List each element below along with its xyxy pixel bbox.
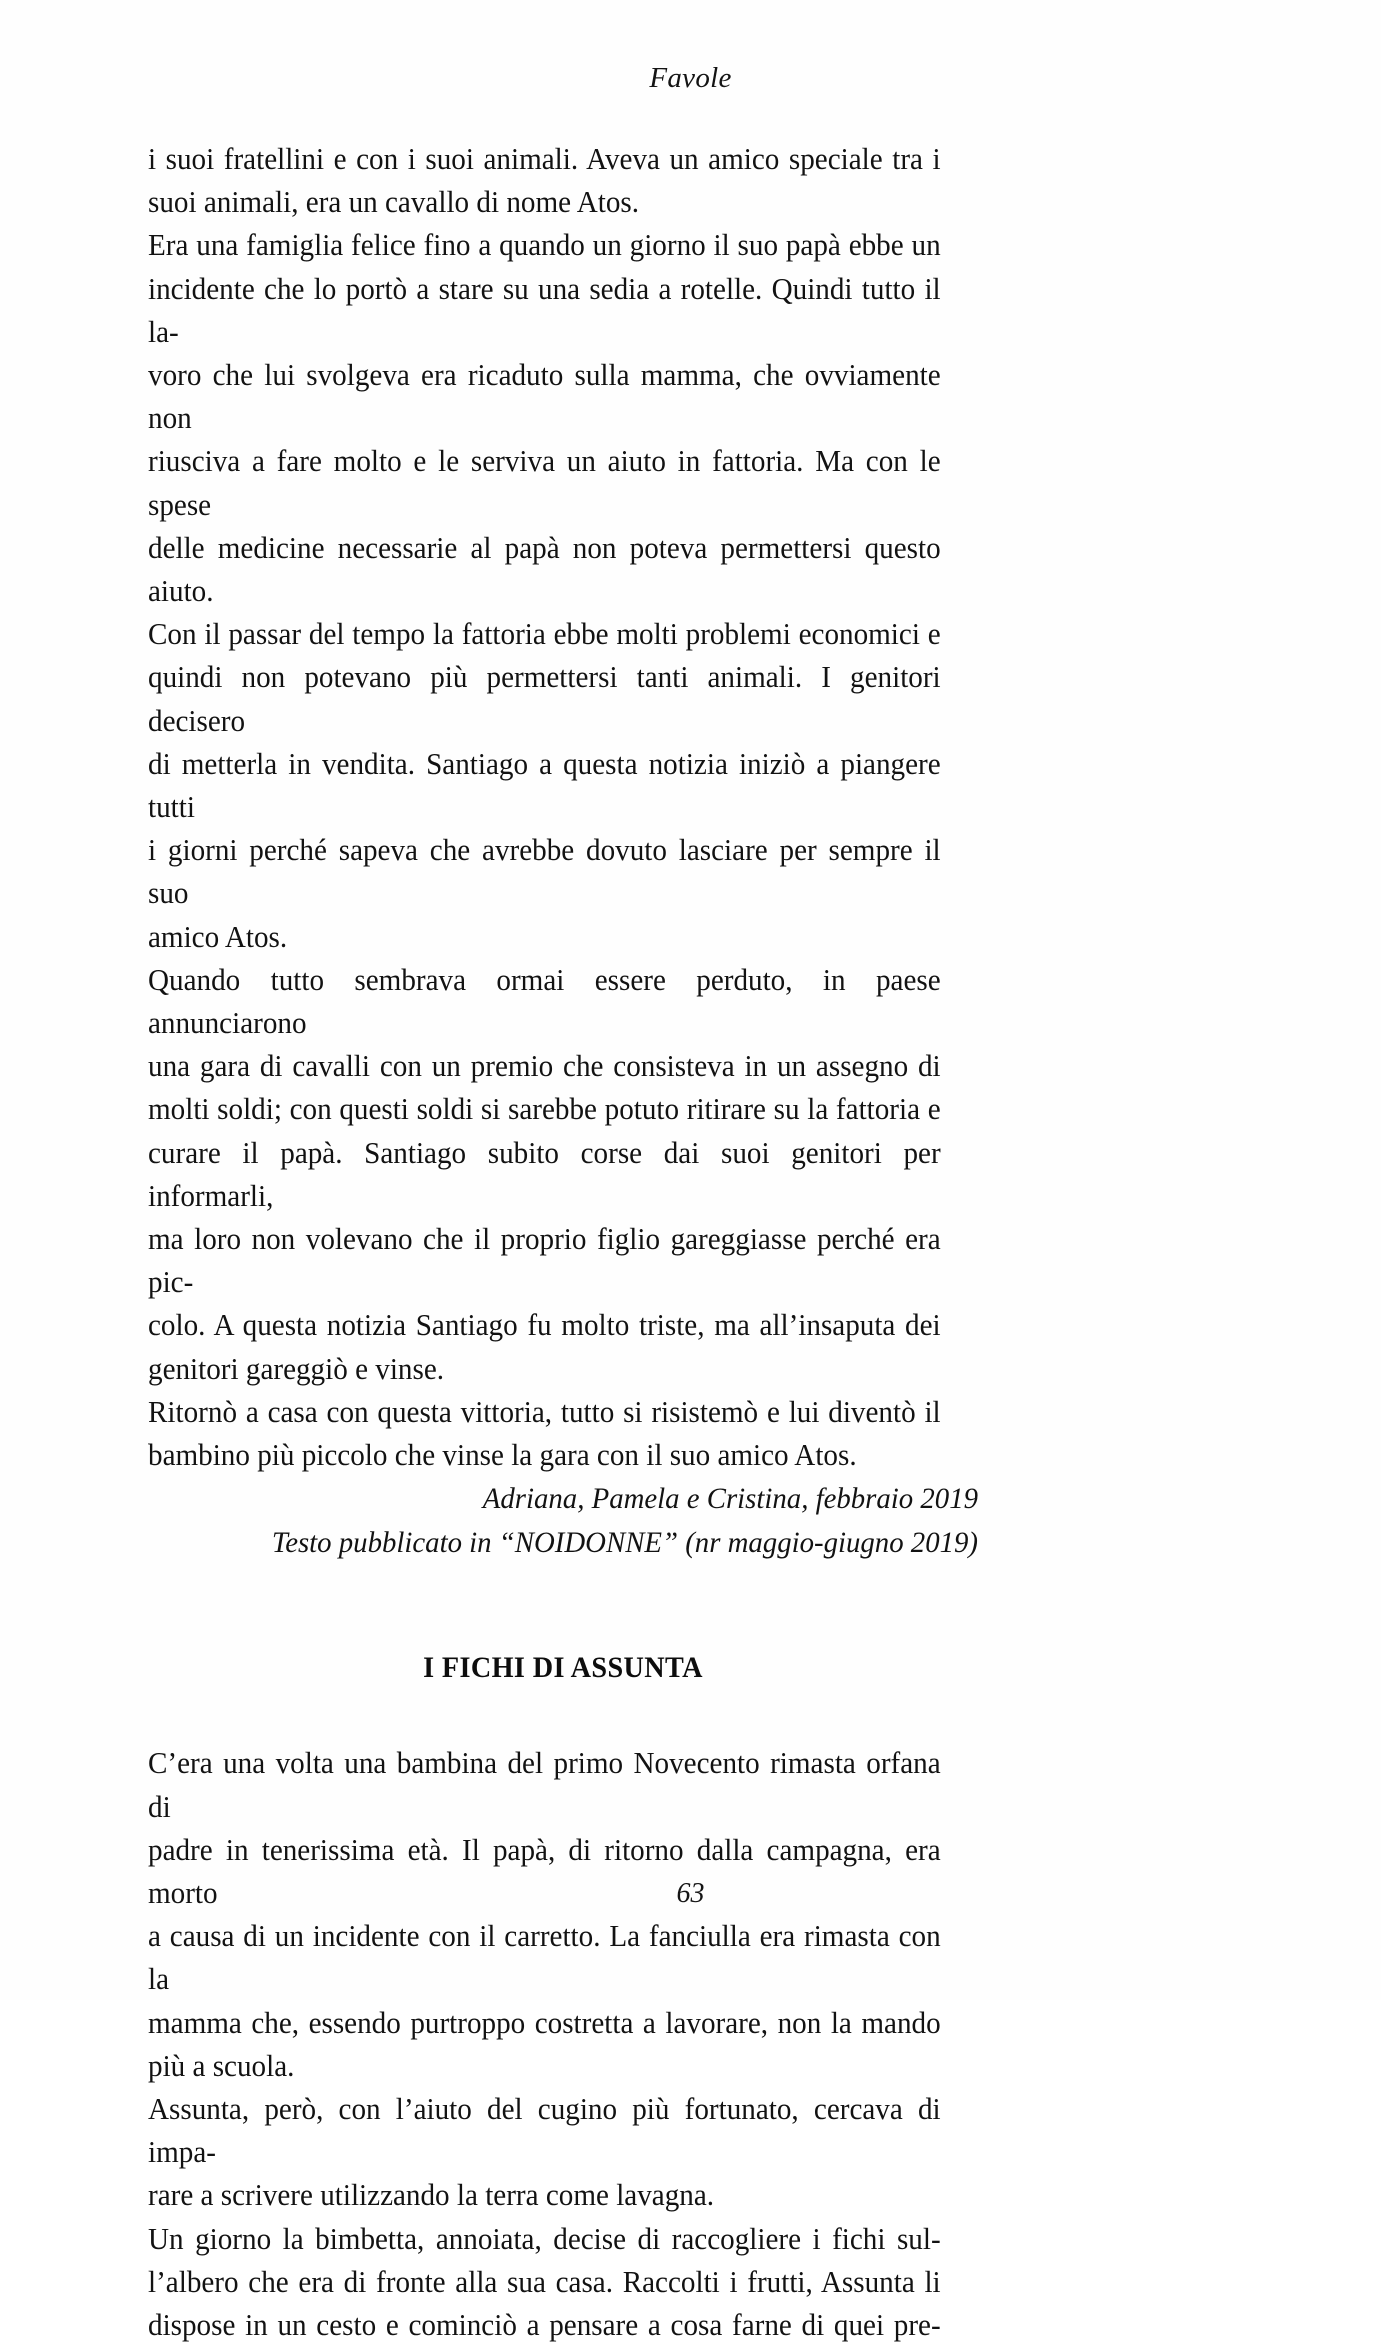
story-two-body bbox=[148, 1742, 978, 2347]
body-text-line: quindi non potevano più permettersi tanti animali. I genitori decisero bbox=[148, 660, 941, 738]
body-text-line: Assunta, però, con l’aiuto del cugino più fortunato, cercava di impa- bbox=[148, 2091, 941, 2170]
body-text-line: i giorni perché sapeva che avrebbe dovuto lasciare per sempre il suo bbox=[148, 833, 941, 911]
body-text-line: incidente che lo portò a stare su una sedia a rotelle. Quindi tutto il la- bbox=[148, 271, 941, 349]
section-heading-i-fichi-di-assunta: I FICHI DI ASSUNTA bbox=[423, 1651, 703, 1685]
body-text-line: bambino più piccolo che vinse la gara con il suo amico Atos. bbox=[148, 1438, 857, 1473]
body-text-line: mamma che, essendo purtroppo costretta a lavorare, non la mando bbox=[148, 2005, 941, 2040]
body-text-line: rare a scrivere utilizzando la terra come lavagna. bbox=[148, 2178, 715, 2213]
body-text-line: delle medicine necessarie al papà non poteva permettersi questo bbox=[148, 530, 941, 565]
body-text-line: padre in tenerissima età. Il papà, di ritorno dalla campagna, era morto bbox=[148, 1832, 941, 1910]
body-text-line: dispose in un cesto e cominciò a pensare a cosa farne di quei pre- bbox=[148, 2307, 941, 2342]
body-text-line: suoi animali, era un cavallo di nome Atos. bbox=[148, 185, 640, 220]
body-text-line: a causa di un incidente con il carretto. La fanciulla era rimasta con la bbox=[148, 1919, 941, 1997]
heading-spacer-bottom bbox=[148, 1688, 978, 1742]
body-text-line: una gara di cavalli con un premio che consisteva in un assegno di bbox=[148, 1049, 941, 1084]
page-number: 63 bbox=[676, 1878, 705, 1909]
body-text-line: curare il papà. Santiago subito corse dai suoi genitori per informarli, bbox=[148, 1135, 941, 1213]
body-text-line: aiuto. bbox=[148, 574, 214, 609]
body-text-line: voro che lui svolgeva era ricaduto sulla mamma, che ovviamente non bbox=[148, 358, 941, 436]
body-text-line: più a scuola. bbox=[148, 2048, 295, 2083]
body-text-line: Un giorno la bimbetta, annoiata, decise di raccogliere i fichi sul- bbox=[148, 2221, 941, 2256]
body-text-line: Ritornò a casa con questa vittoria, tutto si risistemò e lui diventò il bbox=[148, 1394, 941, 1429]
body-text-line: ma loro non volevano che il proprio figlio gareggiasse perché era pic- bbox=[148, 1222, 941, 1300]
body-text-line: colo. A questa notizia Santiago fu molto triste, ma all’insaputa dei bbox=[148, 1308, 941, 1343]
body-text-line: genitori gareggiò e vinse. bbox=[148, 1351, 445, 1386]
text-column bbox=[148, 138, 978, 2347]
body-text-line: Quando tutto sembrava ormai essere perduto, in paese annunciarono bbox=[148, 962, 941, 1041]
body-text-line: C’era una volta una bambina del primo Novecento rimasta orfana di bbox=[148, 1746, 941, 1824]
attribution-line: Adriana, Pamela e Cristina, febbraio 2019 bbox=[482, 1482, 978, 1516]
story-one-body bbox=[148, 138, 978, 1477]
body-text-line: riusciva a fare molto e le serviva un aiuto in fattoria. Ma con le spese bbox=[148, 444, 941, 522]
body-text-line: amico Atos. bbox=[148, 919, 288, 954]
story-one-attribution bbox=[181, 1477, 978, 1564]
body-text-line: molti soldi; con questi soldi si sarebbe potuto ritirare su la fattoria e bbox=[148, 1092, 941, 1127]
body-text-line: i suoi fratellini e con i suoi animali. Aveva un amico speciale tra i bbox=[148, 142, 941, 176]
attribution-line: Testo pubblicato in “NOIDONNE” (nr maggio-giugno 2019) bbox=[271, 1525, 978, 1559]
body-text-line: l’albero che era di fronte alla sua casa. Raccolti i frutti, Assunta li bbox=[148, 2264, 941, 2299]
running-head: Favole bbox=[649, 62, 732, 94]
body-text-line: Era una famiglia felice fino a quando un giorno il suo papà ebbe un bbox=[148, 228, 941, 263]
heading-spacer-top bbox=[148, 1564, 978, 1570]
body-text-line: Con il passar del tempo la fattoria ebbe molti problemi economici e bbox=[148, 617, 941, 652]
body-text-line: di metterla in vendita. Santiago a questa notizia iniziò a piangere tutti bbox=[148, 746, 941, 825]
